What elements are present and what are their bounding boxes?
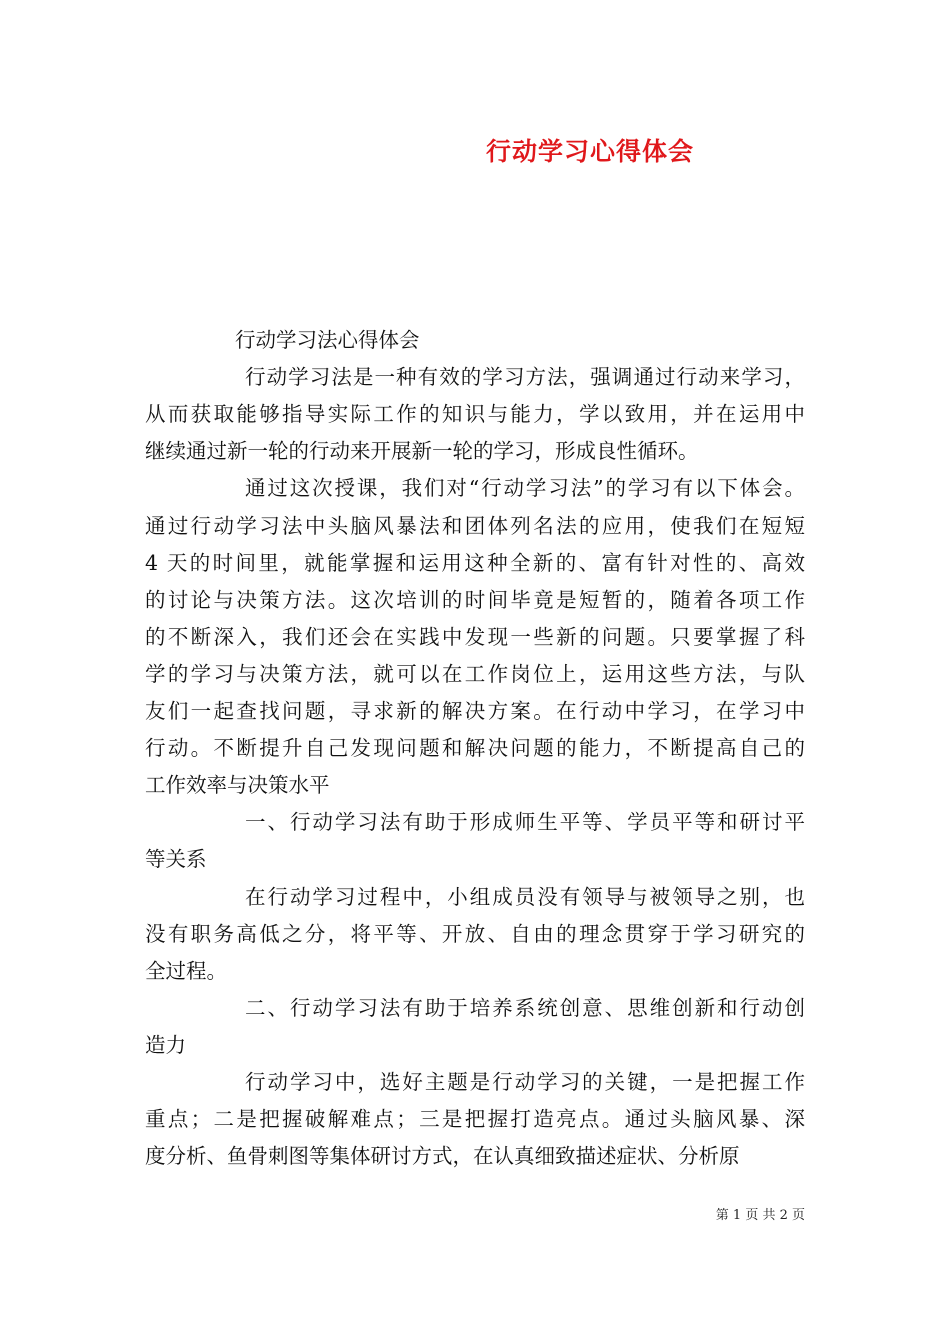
document-subtitle: 行动学习法心得体会	[235, 328, 420, 352]
paragraph-line: 学的学习与决策方法，就可以在工作岗位上，运用这些方法，与队	[145, 661, 805, 686]
paragraph-line: 的讨论与决策方法。这次培训的时间毕竟是短暂的，随着各项工作	[145, 587, 805, 612]
paragraph-line: 的不断深入，我们还会在实践中发现一些新的问题。只要掌握了科	[145, 624, 805, 649]
paragraph-line: 工作效率与决策水平	[145, 773, 330, 798]
paragraph-line: 没有职务高低之分，将平等、开放、自由的理念贯穿于学习研究的	[145, 921, 805, 946]
document-title: 行动学习心得体会	[485, 137, 694, 166]
paragraph-line: 行动。不断提升自己发现问题和解决问题的能力，不断提高自己的	[145, 736, 805, 761]
paragraph-line: 通过这次授课，我们对“行动学习法”的学习有以下体会。	[245, 476, 805, 501]
paragraph-line: 4 天的时间里，就能掌握和运用这种全新的、富有针对性的、高效	[145, 550, 805, 575]
paragraph-line: 造力	[145, 1032, 186, 1057]
paragraph-line: 从而获取能够指导实际工作的知识与能力，学以致用，并在运用中	[145, 402, 805, 427]
paragraph-line: 行动学习中，选好主题是行动学习的关键，一是把握工作	[245, 1070, 805, 1094]
paragraph-line: 二、行动学习法有助于培养系统创意、思维创新和行动创	[245, 995, 805, 1020]
paragraph-line: 一、行动学习法有助于形成师生平等、学员平等和研讨平	[245, 810, 805, 835]
paragraph-line: 全过程。	[145, 958, 227, 983]
paragraph-line: 通过行动学习法中头脑风暴法和团体列名法的应用，使我们在短短	[145, 513, 805, 538]
paragraph-line: 等关系	[145, 847, 207, 872]
paragraph-line: 在行动学习过程中，小组成员没有领导与被领导之别，也	[245, 884, 805, 909]
paragraph-line: 行动学习法是一种有效的学习方法，强调通过行动来学习，	[245, 365, 805, 390]
paragraph-line: 继续通过新一轮的行动来开展新一轮的学习，形成良性循环。	[145, 439, 699, 464]
paragraph-line: 友们一起查找问题，寻求新的解决方案。在行动中学习，在学习中	[145, 699, 805, 723]
paragraph-line: 重点；二是把握破解难点；三是把握打造亮点。通过头脑风暴、深	[145, 1107, 805, 1132]
paragraph-line: 度分析、鱼骨刺图等集体研讨方式，在认真细致描述症状、分析原	[145, 1144, 740, 1169]
page-footer: 第 1 页 共 2 页	[715, 1208, 805, 1223]
